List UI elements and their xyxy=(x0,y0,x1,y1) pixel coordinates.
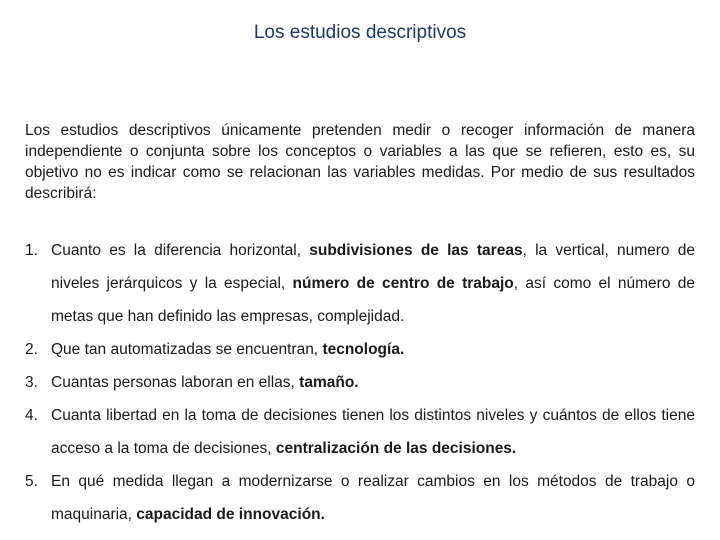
intro-paragraph: Los estudios descriptivos únicamente pretenden medir o recoger información de manera independiente o conjunta sobre los conceptos o variables a las que se refieren, esto es, su objetivo no es indicar como se relacionan las variables medidas. Por medio de sus resultados describirá: xyxy=(25,121,695,202)
list-number: 2. xyxy=(25,341,38,358)
item-text: Que tan automatizadas se encuentran, xyxy=(51,341,323,358)
item-bold-term: subdivisiones de las tareas xyxy=(309,242,523,259)
item-text: Cuantas personas laboran en ellas, xyxy=(51,374,300,391)
item-text: , así como el número de metas que han definido las empresas, complejidad. xyxy=(51,275,695,325)
item-bold-term: tecnología. xyxy=(322,341,405,358)
list-item xyxy=(25,333,695,366)
item-text: Cuanto es la diferencia horizontal, xyxy=(51,242,310,259)
numbered-list xyxy=(25,234,695,531)
list-number: 4. xyxy=(25,407,38,424)
item-bold-term: centralización de las decisiones. xyxy=(275,440,517,457)
item-text: Cuanta libertad en la toma de decisiones tienen los distintos niveles y cuántos de ellos tiene acceso a la toma de decisiones, xyxy=(51,407,695,457)
page-title: Los estudios descriptivos xyxy=(253,22,467,43)
list-item xyxy=(25,465,695,531)
list-item xyxy=(25,234,695,333)
item-text: En qué medida llegan a modernizarse o realizar cambios en los métodos de trabajo o maquinaria, xyxy=(51,473,695,523)
list-item xyxy=(25,399,695,465)
list-number: 1. xyxy=(25,242,38,259)
item-bold-term: número de centro de trabajo xyxy=(292,275,514,292)
list-number: 3. xyxy=(25,374,38,391)
list-item xyxy=(25,366,695,399)
item-bold-term: capacidad de innovación. xyxy=(136,506,325,523)
list-number: 5. xyxy=(25,473,38,490)
item-text: , la vertical, numero de niveles jerárquicos y la especial, xyxy=(51,242,696,292)
item-bold-term: tamaño. xyxy=(299,374,359,391)
